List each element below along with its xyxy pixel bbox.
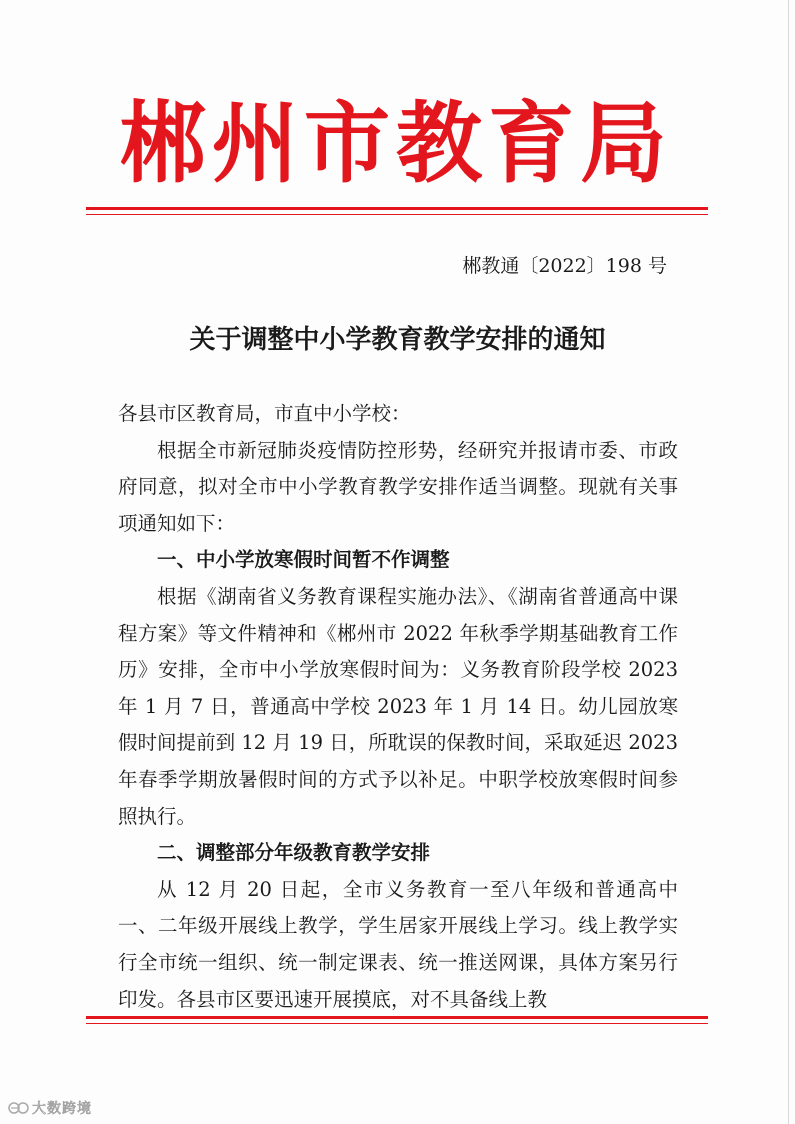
masthead-rule-thick — [86, 207, 708, 210]
section-heading-1: 一、中小学放寒假时间暂不作调整 — [157, 548, 450, 572]
masthead-rule-thin — [86, 214, 708, 215]
document-number: 郴教通〔2022〕198 号 — [462, 255, 667, 277]
watermark-logo-icon — [8, 1100, 30, 1116]
page-edge-divider — [788, 0, 789, 1124]
issuer-masthead: 郴州市教育局 — [119, 91, 673, 195]
document-title: 关于调整中小学教育教学安排的通知 — [189, 325, 606, 355]
body-paragraph-winter-break: 根据《湖南省义务教育课程实施办法》、《湖南省普通高中课程方案》等文件精神和《郴州市 2022 年秋季学期基础教育工作历》安排，全市中小学放寒假时间为：义务教育阶段学校 2023 年 1 月 7 日，普通高中学校 2023 年 1 月 14 日。幼儿园放寒假时间提前到 12 月 19 日，所耽误的保教时间，采取延迟 2023 年春季学期放暑假时间的方式予以补足。中职学校放寒假时间参照执行。 — [118, 584, 678, 828]
watermark — [8, 1097, 92, 1119]
footer-rule-thin — [86, 1023, 708, 1024]
footer-rule-thick — [86, 1016, 708, 1019]
section-heading-2: 二、调整部分年级教育教学安排 — [157, 841, 431, 865]
document-body — [118, 396, 678, 1018]
watermark-text: 大数跨境 — [32, 1101, 92, 1117]
body-paragraph-intro: 根据全市新冠肺炎疫情防控形势，经研究并报请市委、市政府同意，拟对全市中小学教育教学安排作适当调整。现就有关事项通知如下： — [118, 438, 678, 535]
body-paragraph-online-teaching: 从 12 月 20 日起，全市义务教育一至八年级和普通高中一、二年级开展线上教学，学生居家开展线上学习。线上教学实行全市统一组织、统一制定课表、统一推送网课，具体方案另行印发。各县市区要迅速开展摸底，对不具备线上教 — [118, 877, 678, 1011]
salutation: 各县市区教育局，市直中小学校： — [118, 402, 411, 425]
